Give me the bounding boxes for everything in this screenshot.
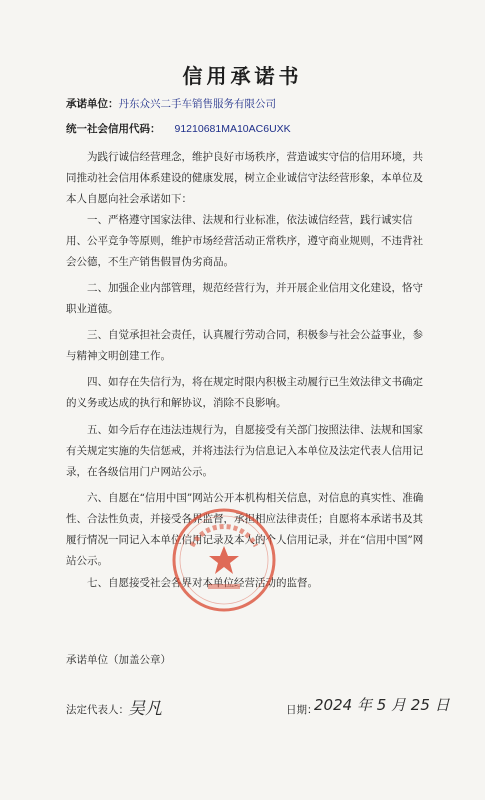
unit-row — [66, 97, 276, 111]
seal-label: 承诺单位（加盖公章） — [66, 654, 171, 666]
item-1-text: 一、严格遵守国家法律、法规和行业标准，依法诚信经营，践行诚实信用、公平竞争等原则，维护市场经营活动正常秩序，遵守商业规则，不违背社会公德，不生产销售假冒伪劣商品。 — [66, 214, 423, 268]
item-1 — [66, 210, 426, 273]
item-5 — [66, 420, 426, 483]
date-label: 日期： — [286, 704, 318, 716]
unit-label: 承诺单位： — [66, 98, 119, 110]
credit-code-value: 91210681MA10AC6UXK — [174, 123, 291, 135]
credit-code-label: 统一社会信用代码： — [66, 123, 161, 135]
intro-text: 为践行诚信经营理念，维护良好市场秩序，营造诚实守信的信用环境，共同推动社会信用体系建设的健康发展，树立企业诚信守法经营形象，本单位及本人自愿向社会承诺如下： — [66, 151, 423, 205]
intro-paragraph — [66, 147, 426, 210]
item-5-text: 五、如今后存在违法违规行为，自愿接受有关部门按照法律、法规和国家有关规定实施的失信惩戒，并将违法行为信息记入本单位及法定代表人信用记录，在各级信用门户网站公示。 — [66, 424, 423, 478]
item-2 — [66, 278, 426, 320]
item-4-text: 四、如存在失信行为，将在规定时限内积极主动履行已生效法律文书确定的义务或达成的执行和解协议，消除不良影响。 — [66, 376, 423, 409]
seal-star-icon — [209, 546, 239, 574]
credit-code-row — [66, 122, 291, 136]
item-7-text: 七、自愿接受社会各界对本单位经营活动的监督。 — [87, 577, 318, 589]
date-value: 2024 年 5 月 25 日 — [314, 696, 450, 714]
document-title: 信用承诺书 — [182, 64, 303, 88]
item-6-text: 六、自愿在“信用中国”网站公开本机构相关信息，对信息的真实性、准确性、合法性负责，并接受各界监督，承担相应法律责任；自愿将本承诺书及其履行情况一同记入本单位信用记录及本人的个人信用记录，并在“信用中国”网站公示。 — [66, 492, 424, 567]
representative-signature: 吴凡 — [128, 699, 162, 719]
item-2-text: 二、加强企业内部管理，规范经营行为，并开展企业信用文化建设，恪守职业道德。 — [66, 282, 423, 315]
unit-name: 丹东众兴二手车销售服务有限公司 — [118, 98, 276, 110]
item-3 — [66, 325, 426, 367]
item-3-text: 三、自觉承担社会责任，认真履行劳动合同，积极参与社会公益事业，参与精神文明创建工作。 — [66, 329, 423, 362]
representative-label: 法定代表人： — [66, 704, 129, 716]
item-4 — [66, 372, 426, 414]
company-seal — [170, 506, 278, 614]
